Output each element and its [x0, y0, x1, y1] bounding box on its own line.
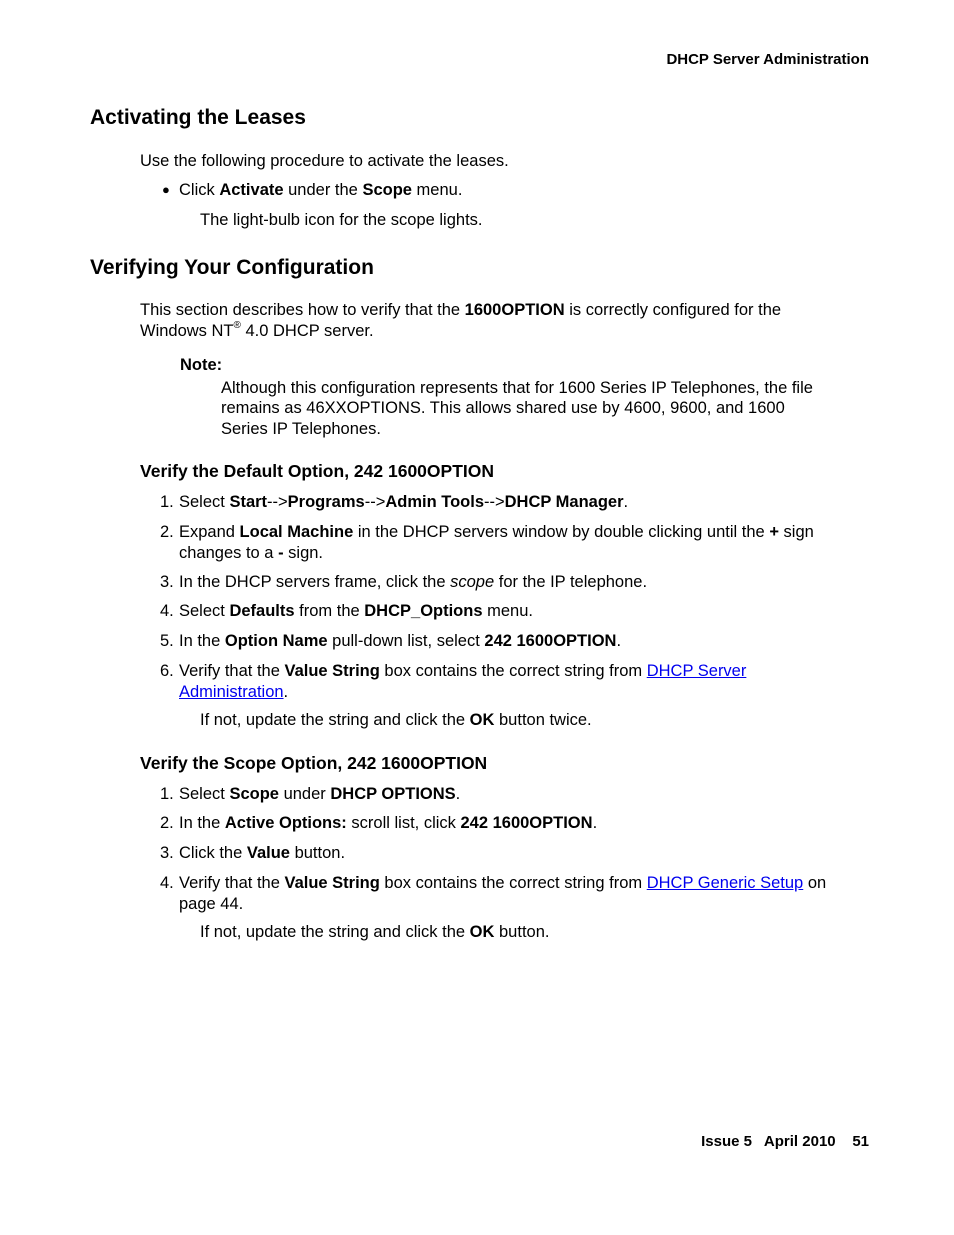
step-text: Select Scope under DHCP OPTIONS. — [179, 785, 461, 803]
step-number: 2. — [160, 814, 174, 832]
step-result: If not, update the string and click the OK button. — [200, 923, 550, 941]
step-number: 4. — [160, 602, 174, 620]
page-number: 51 — [852, 1133, 869, 1150]
step-text: In the Option Name pull-down list, select 242 1600OPTION. — [179, 632, 622, 650]
link-dhcp-server-administration[interactable]: DHCP Server Administration — [179, 662, 747, 701]
footer-date: April 2010 — [763, 1133, 836, 1150]
step-text: In the DHCP servers frame, click the scope for the IP telephone. — [179, 573, 648, 591]
step-number: 3. — [160, 844, 174, 862]
footer-issue: Issue 5 — [701, 1133, 752, 1150]
note-line-1: Although this configuration represents that for 1600 Series IP Telephones, the file — [221, 379, 813, 397]
step-result: If not, update the string and click the OK button twice. — [200, 711, 592, 729]
section-title-activating: Activating the Leases — [90, 106, 306, 129]
step-text: Verify that the Value String box contains the correct string from DHCP Server Administration. — [179, 662, 747, 701]
sec1-bullet-text: Click Activate under the Scope menu. — [179, 181, 463, 199]
step-text: Expand Local Machine in the DHCP servers window by double clicking until the + sign changes to a - sign. — [179, 523, 814, 562]
sec2-intro: This section describes how to verify that the 1600OPTION is correctly configured for the Windows NT® 4.0 DHCP server. — [140, 301, 782, 340]
step-text: Select Start-->Programs-->Admin Tools-->DHCP Manager. — [179, 493, 629, 511]
step-number: 1. — [160, 785, 174, 803]
section-title-verifying: Verifying Your Configuration — [90, 256, 374, 279]
step-number: 1. — [160, 493, 174, 511]
page-footer — [701, 1133, 869, 1150]
link-dhcp-generic-setup[interactable]: DHCP Generic Setup — [646, 874, 804, 892]
step-number: 6. — [160, 662, 174, 680]
sec1-result: The light-bulb icon for the scope lights. — [200, 211, 483, 229]
step-number: 4. — [160, 874, 174, 892]
subsection-title-scope-option: Verify the Scope Option, 242 1600OPTION — [140, 753, 488, 773]
bullet-icon: ● — [162, 182, 170, 197]
sec1-intro: Use the following procedure to activate the leases. — [140, 152, 509, 170]
step-text: In the Active Options: scroll list, click 242 1600OPTION. — [179, 814, 598, 832]
step-text: Click the Value button. — [179, 844, 346, 862]
step-number: 5. — [160, 632, 174, 650]
running-header: DHCP Server Administration — [666, 51, 869, 68]
step-text: Select Defaults from the DHCP_Options menu. — [179, 602, 533, 620]
step-text: Verify that the Value String box contains the correct string from DHCP Generic Setup on page 44. — [179, 874, 827, 913]
note-line-2: remains as 46XXOPTIONS. This allows shared use by 4600, 9600, and 1600 — [221, 399, 785, 417]
note-label: Note: — [180, 356, 223, 374]
subsection-title-default-option: Verify the Default Option, 242 1600OPTION — [140, 461, 494, 481]
step-number: 2. — [160, 523, 174, 541]
step-number: 3. — [160, 573, 174, 591]
note-line-3: Series IP Telephones. — [221, 420, 381, 438]
